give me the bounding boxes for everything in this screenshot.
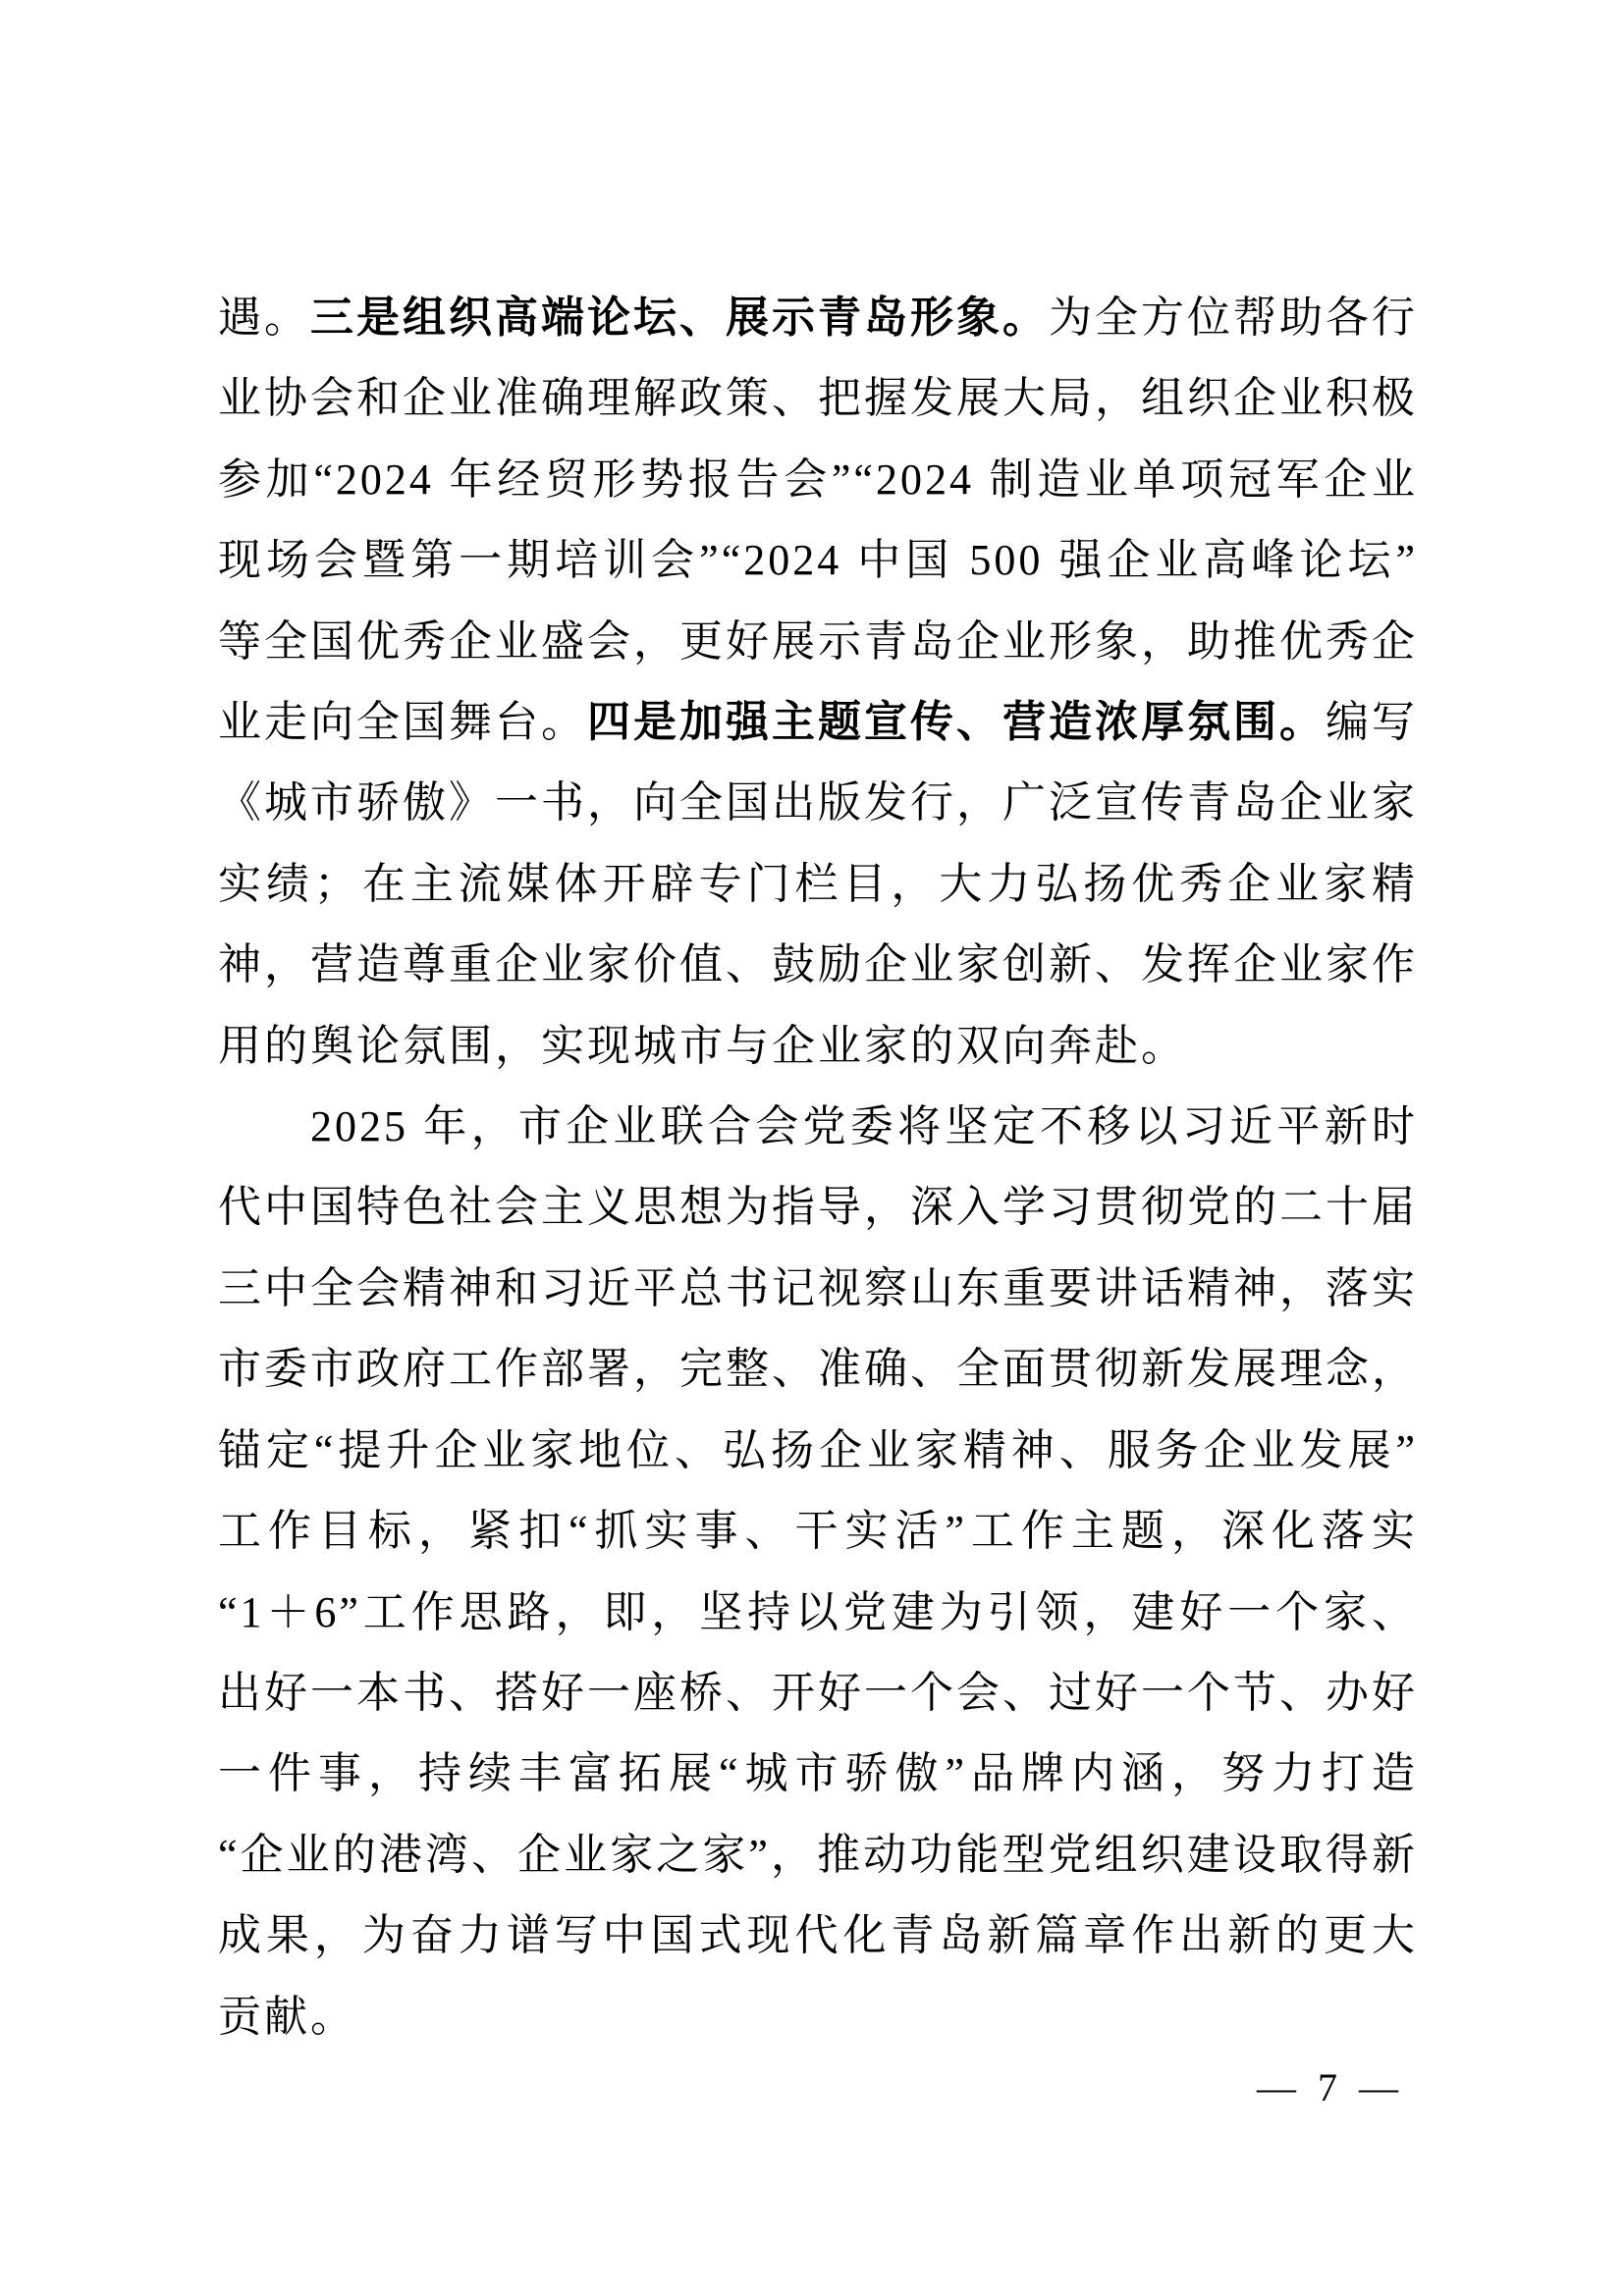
body-text: 编写 bbox=[1326, 698, 1418, 747]
body-text: 市委市政府工作部署，完整、准确、全面贯彻新发展理念， bbox=[218, 1345, 1418, 1394]
text-line bbox=[218, 1896, 1418, 1976]
text-line bbox=[218, 520, 1418, 601]
body-text: 一件事，持续丰富拓展“城市骄傲”品牌内涵，努力打造 bbox=[218, 1749, 1418, 1798]
body-text: 业走向全国舞台。 bbox=[218, 698, 587, 747]
text-line bbox=[218, 1006, 1418, 1087]
text-line bbox=[218, 844, 1418, 925]
body-text: 工作目标，紧扣“抓实事、干实活”工作主题，深化落实 bbox=[218, 1507, 1418, 1556]
body-text: 等全国优秀企业盛会，更好展示青岛企业形象，助推优秀企 bbox=[218, 616, 1418, 666]
body-text: “1＋6”工作思路，即，坚持以党建为引领，建好一个家、 bbox=[218, 1587, 1418, 1636]
body-text: 用的舆论氛围，实现城市与企业家的双向奔赴。 bbox=[218, 1021, 1187, 1070]
text-line bbox=[218, 1573, 1418, 1653]
text-line bbox=[218, 1167, 1418, 1248]
text-line bbox=[218, 1653, 1418, 1734]
text-line bbox=[218, 1087, 1418, 1167]
body-text: 业协会和企业准确理解政策、把握发展大局，组织企业积极 bbox=[218, 374, 1418, 423]
text-line bbox=[218, 1249, 1418, 1329]
text-line bbox=[218, 1977, 1418, 2057]
text-line bbox=[218, 763, 1418, 843]
body-text: 现场会暨第一期培训会”“2024 中国 500 强企业高峰论坛” bbox=[218, 536, 1418, 585]
text-line bbox=[218, 682, 1418, 763]
text-line bbox=[218, 1411, 1418, 1491]
body-text: 成果，为奋力谱写中国式现代化青岛新篇章作出新的更大 bbox=[218, 1911, 1418, 1960]
body-text: 锚定“提升企业家地位、弘扬企业家精神、服务企业发展” bbox=[218, 1425, 1418, 1474]
body-text: 实绩；在主流媒体开辟专门栏目，大力弘扬优秀企业家精 bbox=[218, 859, 1418, 908]
body-text: 遇。 bbox=[218, 294, 310, 342]
text-line bbox=[218, 358, 1418, 439]
text-line bbox=[218, 278, 1418, 358]
body-text: 代中国特色社会主义思想为指导，深入学习贯彻党的二十届 bbox=[218, 1183, 1418, 1232]
body-text: 《城市骄傲》一书，向全国出版发行，广泛宣传青岛企业家 bbox=[218, 778, 1418, 828]
emphasis-text: 四是加强主题宣传、营造浓厚氛围。 bbox=[587, 698, 1326, 747]
body-text: 参加“2024 年经贸形势报告会”“2024 制造业单项冠军企业 bbox=[218, 454, 1418, 504]
text-line bbox=[218, 1491, 1418, 1572]
emphasis-text: 三是组织高端论坛、展示青岛形象。 bbox=[310, 294, 1049, 342]
body-text: “企业的港湾、企业家之家”，推动功能型党组织建设取得新 bbox=[218, 1830, 1418, 1879]
text-line bbox=[218, 602, 1418, 682]
body-text: 贡献。 bbox=[218, 1992, 356, 2041]
text-line bbox=[218, 1329, 1418, 1410]
text-line bbox=[218, 1815, 1418, 1896]
document-body bbox=[218, 278, 1418, 2057]
page-number: — 7 — bbox=[1257, 2065, 1404, 2109]
text-line bbox=[218, 440, 1418, 520]
body-text: 三中全会精神和习近平总书记视察山东重要讲话精神，落实 bbox=[218, 1263, 1418, 1312]
text-line bbox=[218, 1734, 1418, 1814]
body-text: 神，营造尊重企业家价值、鼓励企业家创新、发挥企业家作 bbox=[218, 940, 1418, 989]
body-text: 2025 年，市企业联合会党委将坚定不移以习近平新时 bbox=[310, 1102, 1418, 1151]
body-text: 为全方位帮助各行 bbox=[1049, 294, 1418, 342]
text-line bbox=[218, 925, 1418, 1005]
body-text: 出好一本书、搭好一座桥、开好一个会、过好一个节、办好 bbox=[218, 1668, 1418, 1717]
